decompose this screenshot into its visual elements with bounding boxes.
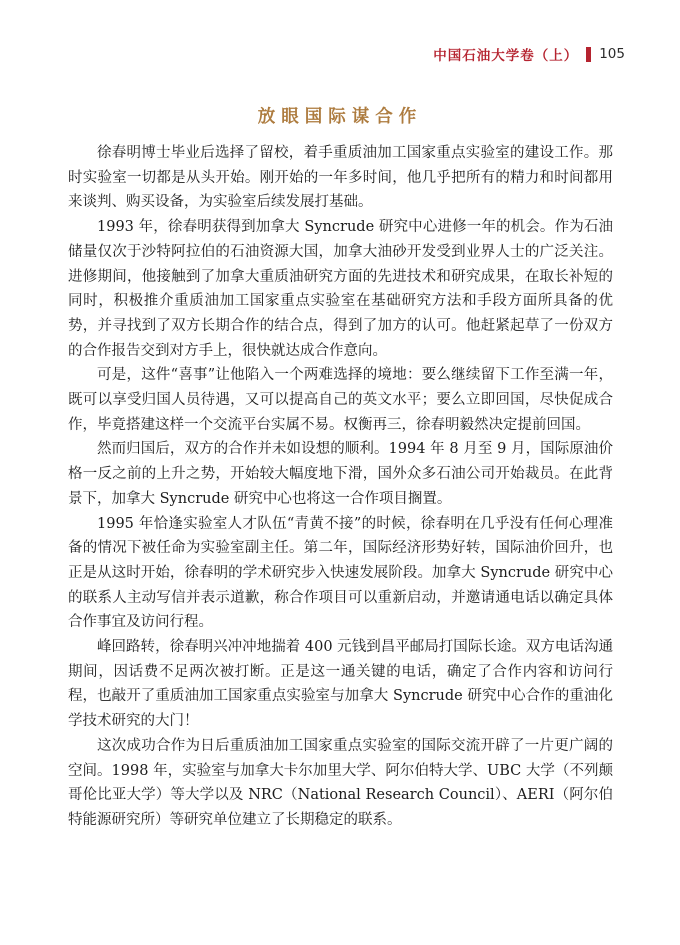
paragraph: 这次成功合作为日后重质油加工国家重点实验室的国际交流开辟了一片更广阔的空间。1998 年，实验室与加拿大卡尔加里大学、阿尔伯特大学、UBC 大学（不列颠哥伦比亚大学）等大学以及 NRC（National Research Council）、AERI（阿尔伯特能源研究所）等研究单位建立了长期稳定的联系。 [68, 737, 613, 828]
running-header [433, 44, 625, 64]
paragraph: 峰回路转，徐春明兴冲冲地揣着 400 元钱到昌平邮局打国际长途。双方电话沟通期间，因话费不足两次被打断。正是这一通关键的电话，确定了合作内容和访问行程，也敲开了重质油加工国家重点实验室与加拿大 Syncrude 研究中心合作的重油化学技术研究的大门！ [68, 639, 613, 730]
paragraph: 徐春明博士毕业后选择了留校，着手重质油加工国家重点实验室的建设工作。那时实验室一切都是从头开始。刚开始的一年多时间，他几乎把所有的精力和时间都用来谈判、购买设备，为实验室后续发展打基础。 [68, 145, 613, 211]
book-title: 中国石油大学卷（上） [433, 48, 579, 64]
paragraph: 1993 年，徐春明获得到加拿大 Syncrude 研究中心进修一年的机会。作为石油储量仅次于沙特阿拉伯的石油资源大国，加拿大油砂开发受到业界人士的广泛关注。进修期间，他接触到了加拿大重质油研究方面的先进技术和研究成果，在取长补短的同时，积极推介重质油加工国家重点实验室在基础研究方法和手段方面所具备的优势，并寻找到了双方长期合作的结合点，得到了加方的认可。他赶紧起草了一份双方的合作报告交到对方手上，很快就达成合作意向。 [68, 219, 613, 359]
paragraph: 可是，这件“喜事”让他陷入一个两难选择的境地：要么继续留下工作至满一年，既可以享受归国人员待遇，又可以提高自己的英文水平；要么立即回国，尽快促成合作，毕竟搭建这样一个交流平台实属不易。权衡再三，徐春明毅然决定提前回国。 [68, 367, 613, 433]
page-number: 105 [599, 46, 625, 62]
paragraph: 然而归国后，双方的合作并未如设想的顺利。1994 年 8 月至 9 月，国际原油价格一反之前的上升之势，开始较大幅度地下滑，国外众多石油公司开始裁员。在此背景下，加拿大 Syncrude 研究中心也将这一合作项目搁置。 [68, 441, 613, 507]
paragraph: 1995 年恰逢实验室人才队伍“青黄不接”的时候，徐春明在几乎没有任何心理准备的情况下被任命为实验室副主任。第二年，国际经济形势好转，国际油价回升，也正是从这时开始，徐春明的学术研究步入快速发展阶段。加拿大 Syncrude 研究中心的联系人主动写信并表示道歉，称合作项目可以重新启动，并邀请通电话以确定具体合作事宜及访问行程。 [68, 515, 613, 631]
article-body [68, 141, 613, 833]
header-divider-bar [586, 47, 591, 62]
section-title: 放眼国际谋合作 [257, 107, 423, 127]
